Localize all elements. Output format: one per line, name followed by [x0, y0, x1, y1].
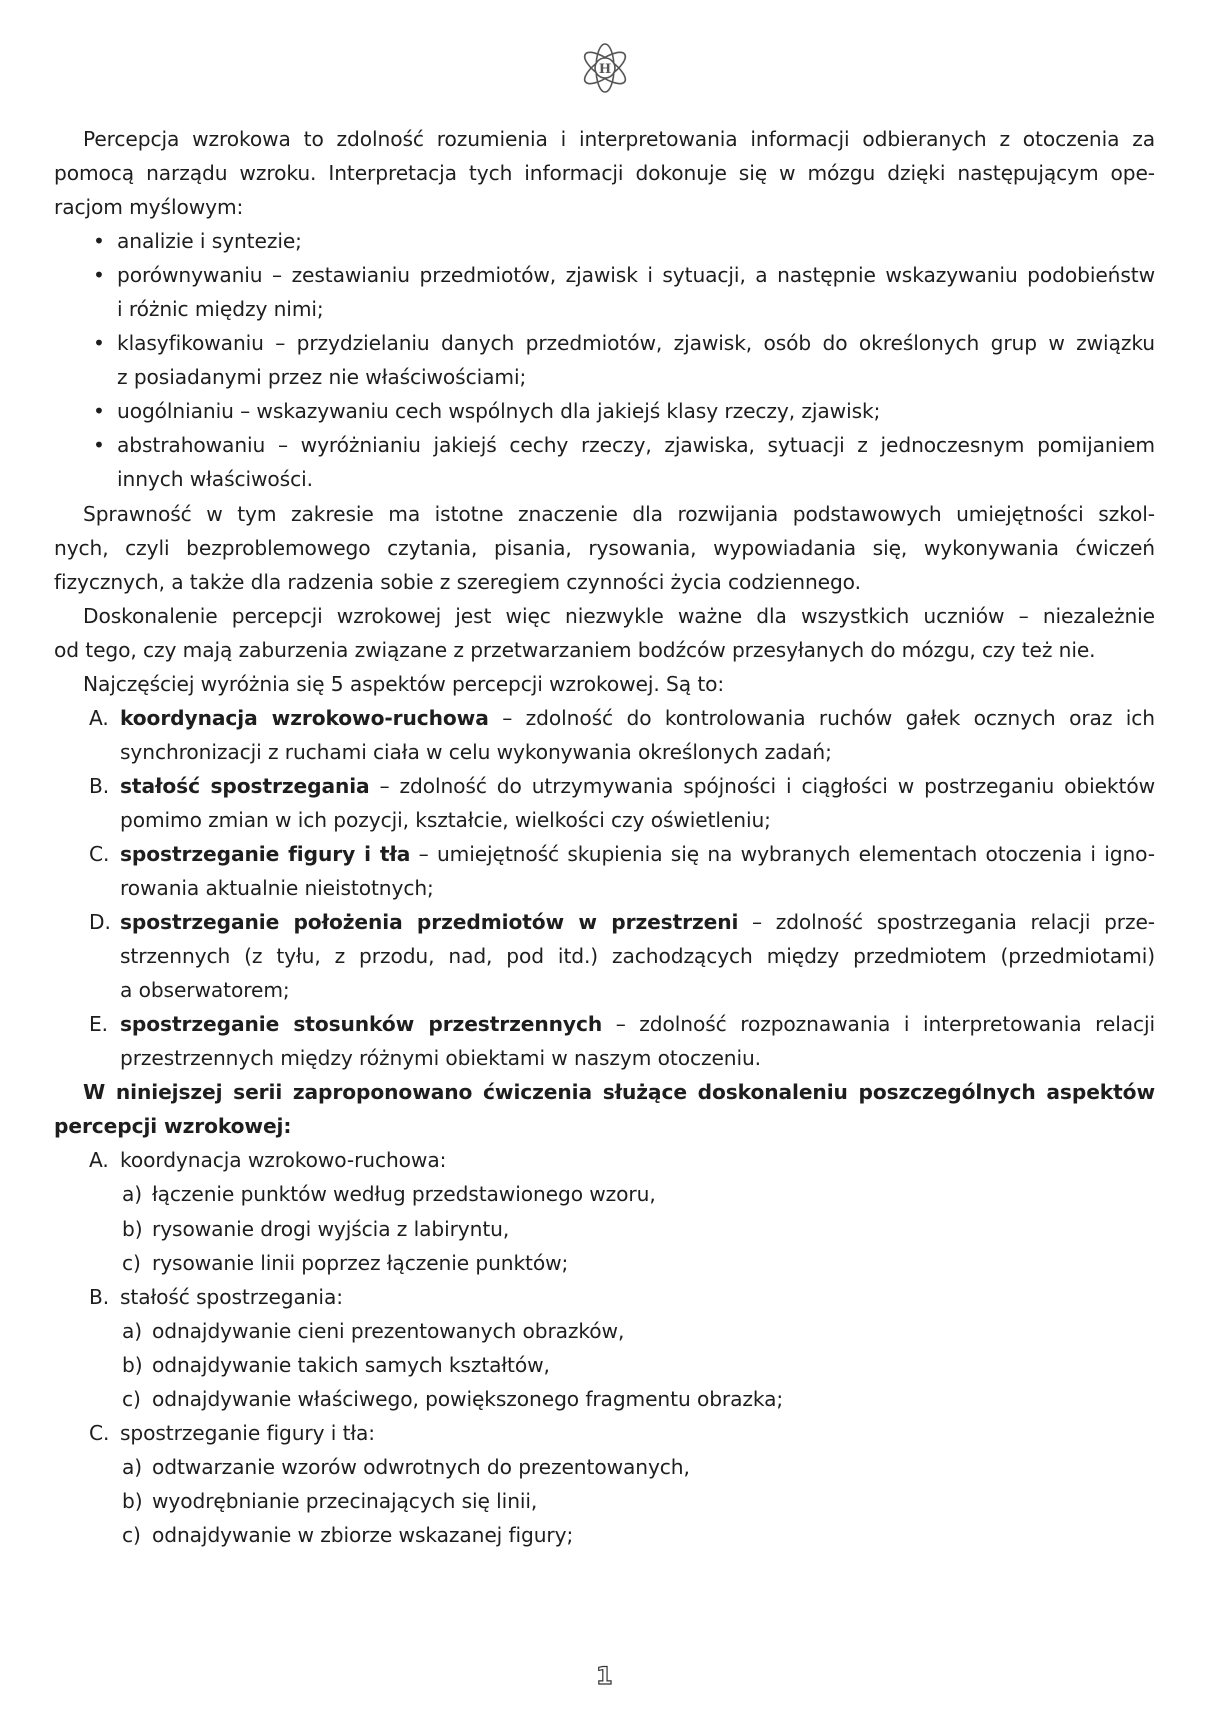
aspect-term: spostrzeganie stosunków przestrzennych — [120, 1012, 603, 1037]
exercise-item-mark: c) — [122, 1250, 141, 1275]
exercise-item-mark: c) — [122, 1522, 141, 1547]
exercise-item — [54, 1484, 1155, 1518]
exercise-item-text: odnajdywanie w zbiorze wskazanej figury; — [152, 1522, 574, 1547]
exercise-item-mark: b) — [122, 1488, 143, 1513]
skills-paragraph-line: nych, czyli bezproblemowego czytania, pisania, rysowania, wypowiadania się, wykonywania ćwiczeń — [54, 535, 1155, 560]
bullet-icon: • — [93, 433, 105, 458]
aspect-description: – zdolność spostrzegania relacji prze- — [738, 910, 1155, 935]
bullet-item — [54, 394, 1155, 428]
skills-paragraph-line: fizycznych, a także dla radzenia sobie z szeregiem czynności życia codziennego. — [54, 569, 861, 594]
exercise-item — [54, 1212, 1155, 1246]
exercise-item-mark: b) — [122, 1352, 143, 1377]
importance-paragraph-line: Doskonalenie percepcji wzrokowej jest więc niezwykle ważne dla wszystkich uczniów – niezależnie — [83, 603, 1155, 628]
bullet-icon: • — [93, 229, 105, 254]
exercise-letter: B. — [89, 1284, 110, 1309]
bullet-icon: • — [93, 331, 105, 356]
aspect-item — [54, 837, 1155, 871]
aspect-letter: C. — [89, 841, 110, 866]
skills-paragraph-line: Sprawność w tym zakresie ma istotne znaczenie dla rozwijania podstawowych umiejętności szkol- — [83, 501, 1155, 526]
exercise-item-mark: b) — [122, 1216, 143, 1241]
exercise-item-text: rysowanie drogi wyjścia z labiryntu, — [152, 1216, 510, 1241]
series-heading-text: W niniejszej serii zaproponowano ćwiczenia służące doskonaleniu poszczególnych aspektów — [83, 1080, 1155, 1105]
aspect-item-continuation: synchronizacji z ruchami ciała w celu wykonywania określonych zadań; — [120, 739, 832, 764]
aspect-item — [54, 1007, 1155, 1041]
aspect-description: – umiejętność skupienia się na wybranych elementach otoczenia i igno- — [410, 841, 1155, 866]
exercise-group — [54, 1143, 1155, 1177]
exercise-letter: A. — [89, 1148, 109, 1173]
aspect-item — [54, 769, 1155, 803]
aspect-item-continuation: rowania aktualnie nieistotnych; — [120, 876, 434, 901]
aspect-term: stałość spostrzegania — [120, 773, 370, 798]
bullet-item-continuation: z posiadanymi przez nie właściwościami; — [117, 365, 527, 390]
bullet-item-continuation: innych właściwości. — [117, 467, 313, 492]
aspect-letter: D. — [89, 910, 111, 935]
intro-paragraph-line: Percepcja wzrokowa to zdolność rozumienia i interpretowania informacji odbieranych z otoczenia za — [83, 127, 1155, 151]
exercise-title: stałość spostrzegania: — [120, 1284, 343, 1309]
bullet-text: klasyfikowaniu – przydzielaniu danych przedmiotów, zjawisk, osób do określonych grup w związku — [117, 331, 1155, 356]
exercise-group — [54, 1280, 1155, 1314]
aspect-description: – zdolność do kontrolowania ruchów gałek ocznych oraz ich — [488, 705, 1155, 730]
aspect-term: koordynacja wzrokowo-ruchowa — [120, 705, 489, 730]
exercise-item-text: odtwarzanie wzorów odwrotnych do prezentowanych, — [152, 1454, 690, 1479]
bullet-text: abstrahowaniu – wyróżnianiu jakiejś cechy rzeczy, zjawiska, sytuacji z jednoczesnym pomijaniem — [117, 433, 1155, 458]
bullet-text: analizie i syntezie; — [117, 229, 302, 254]
aspect-letter: A. — [89, 705, 109, 730]
exercise-item — [54, 1314, 1155, 1348]
aspects-intro: Najczęściej wyróżnia się 5 aspektów percepcji wzrokowej. Są to: — [83, 671, 725, 696]
aspect-description: – zdolność do utrzymywania spójności i ciągłości w postrzeganiu obiektów — [369, 773, 1155, 798]
exercise-item-mark: a) — [122, 1454, 143, 1479]
intro-paragraph-line: pomocą narządu wzroku. Interpretacja tych informacji dokonuje się w mózgu dzięki następującym ope- — [54, 161, 1155, 186]
exercise-item-mark: a) — [122, 1318, 143, 1343]
aspect-letter: E. — [89, 1012, 108, 1037]
exercise-item-text: odnajdywanie cieni prezentowanych obrazków, — [152, 1318, 625, 1343]
exercise-item — [54, 1450, 1155, 1484]
aspect-letter: B. — [89, 773, 110, 798]
exercise-item-mark: a) — [122, 1182, 143, 1207]
intro-paragraph-line: racjom myślowym: — [54, 195, 244, 220]
importance-paragraph-line: od tego, czy mają zaburzenia związane z przetwarzaniem bodźców przesyłanych do mózgu, czy też nie. — [54, 637, 1096, 662]
exercise-item-text: rysowanie linii poprzez łączenie punktów; — [152, 1250, 569, 1275]
bullet-item — [54, 224, 1155, 258]
svg-text:H: H — [598, 62, 612, 77]
bullet-text: uogólnianiu – wskazywaniu cech wspólnych dla jakiejś klasy rzeczy, zjawisk; — [117, 399, 881, 424]
exercise-item-text: odnajdywanie takich samych kształtów, — [152, 1352, 550, 1377]
series-heading-line — [54, 1075, 1155, 1109]
exercise-item — [54, 1348, 1155, 1382]
exercise-item — [54, 1246, 1155, 1280]
series-heading-line — [54, 1109, 1155, 1143]
exercise-item-mark: c) — [122, 1386, 141, 1411]
exercise-item-text: wyodrębnianie przecinających się linii, — [152, 1488, 538, 1513]
bullet-text: porównywaniu – zestawianiu przedmiotów, zjawisk i sytuacji, a następnie wskazywaniu podobieństw — [117, 263, 1155, 288]
atom-logo-icon — [579, 42, 631, 94]
exercise-item — [54, 1382, 1155, 1416]
page-number: 1 — [596, 1662, 613, 1690]
exercise-item-text: odnajdywanie właściwego, powiększonego fragmentu obrazka; — [152, 1386, 784, 1411]
aspect-item — [54, 701, 1155, 735]
aspect-item — [54, 905, 1155, 939]
exercise-item-text: łączenie punktów według przedstawionego wzoru, — [152, 1182, 656, 1207]
bullet-icon: • — [93, 399, 105, 424]
bullet-item — [54, 258, 1155, 292]
aspect-term: spostrzeganie figury i tła — [120, 841, 411, 866]
exercise-title: koordynacja wzrokowo-ruchowa: — [120, 1148, 447, 1173]
bullet-item-continuation: i różnic między nimi; — [117, 297, 324, 322]
document-body — [54, 122, 1155, 1552]
aspect-item-continuation: strzennych (z tyłu, z przodu, nad, pod itd.) zachodzących między przedmiotem (przedmiotami) — [120, 944, 1155, 969]
bullet-icon: • — [93, 263, 105, 288]
bullet-item — [54, 326, 1155, 360]
aspect-term: spostrzeganie położenia przedmiotów w przestrzeni — [120, 910, 739, 935]
aspect-description: – zdolność rozpoznawania i interpretowania relacji — [602, 1012, 1155, 1037]
aspect-item-continuation: przestrzennych między różnymi obiektami w naszym otoczeniu. — [120, 1046, 761, 1071]
exercise-item — [54, 1518, 1155, 1552]
exercise-title: spostrzeganie figury i tła: — [120, 1420, 375, 1445]
series-heading-text: percepcji wzrokowej: — [54, 1114, 292, 1139]
aspect-item-continuation: pomimo zmian w ich pozycji, kształcie, wielkości czy oświetleniu; — [120, 807, 771, 832]
exercise-letter: C. — [89, 1420, 110, 1445]
exercise-group — [54, 1416, 1155, 1450]
aspect-item-continuation: a obserwatorem; — [120, 978, 290, 1003]
bullet-item — [54, 428, 1155, 462]
exercise-item — [54, 1177, 1155, 1211]
